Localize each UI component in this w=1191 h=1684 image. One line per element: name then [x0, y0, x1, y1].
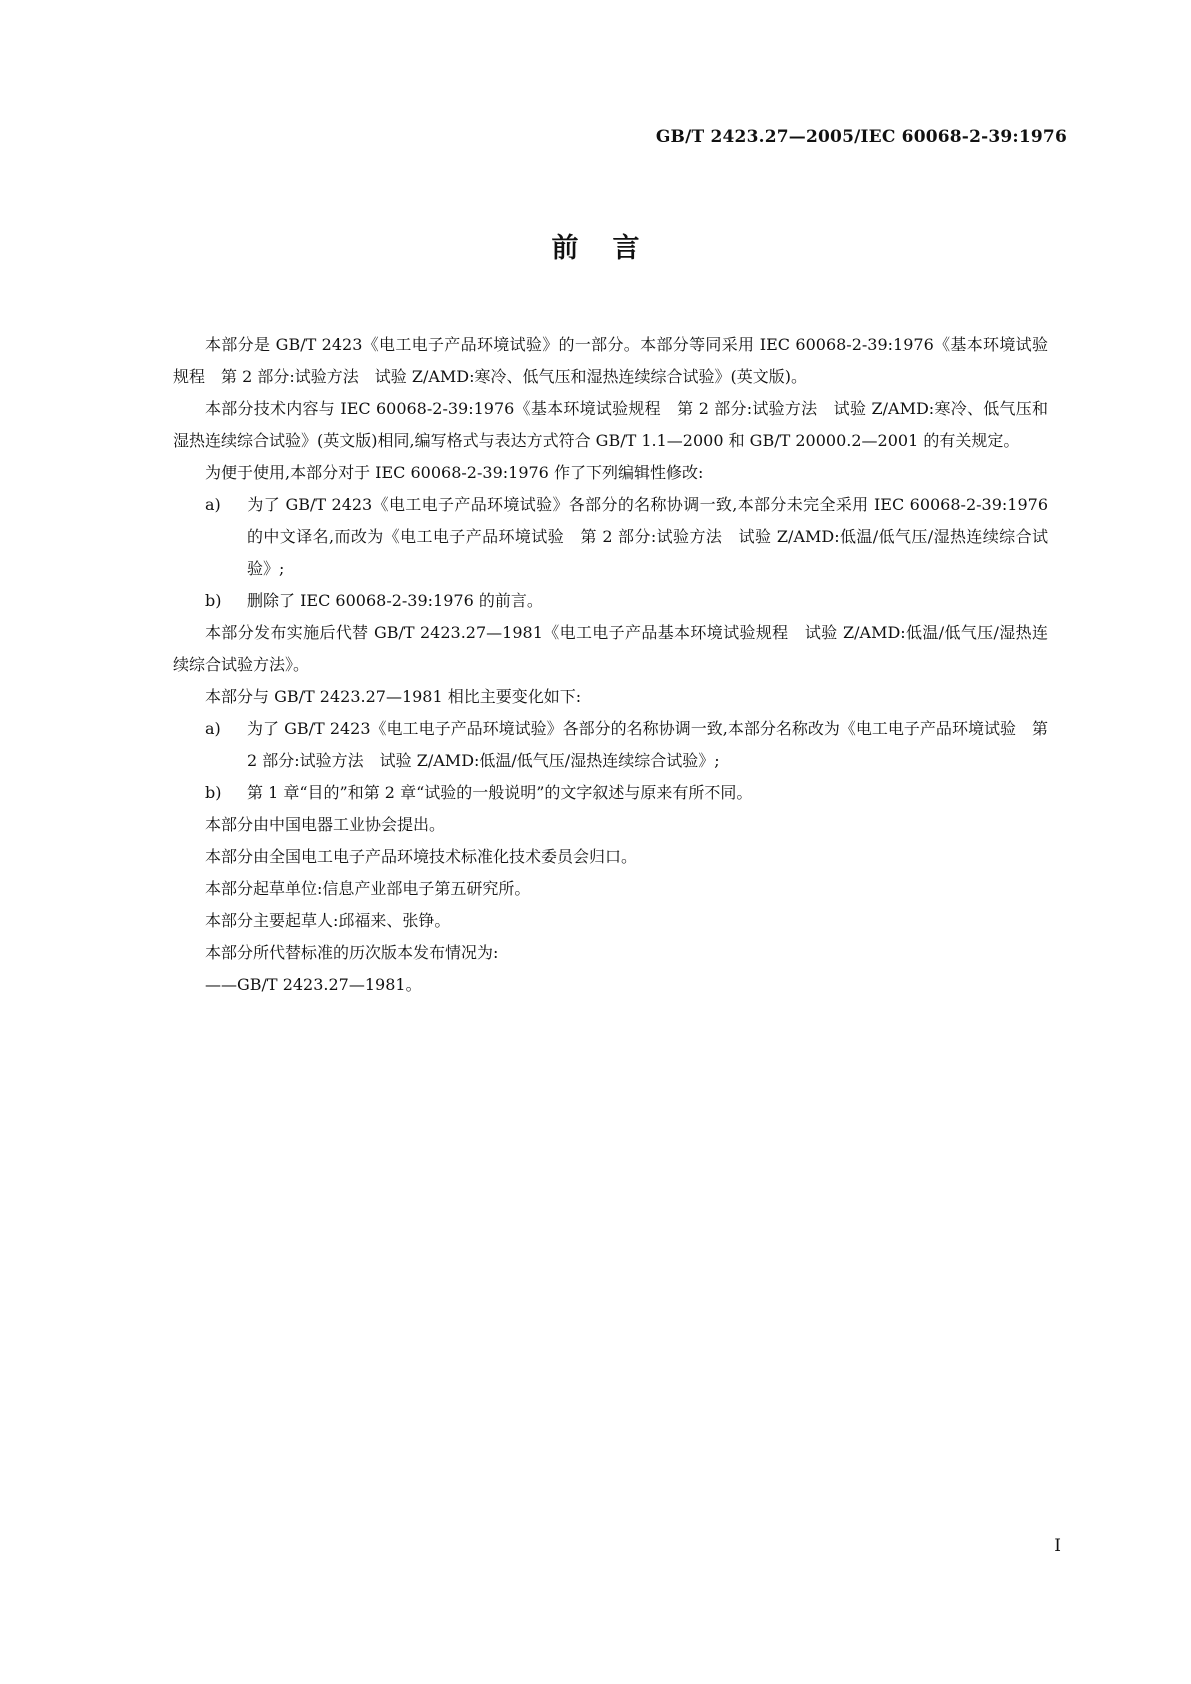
- paragraph: 本部分起草单位:信息产业部电子第五研究所。: [205, 879, 531, 898]
- page-number: I: [1054, 1536, 1061, 1556]
- list-item: [173, 489, 1048, 585]
- foreword-body: [173, 329, 1048, 1001]
- list-item: [173, 585, 1048, 617]
- paragraph: 本部分技术内容与 IEC 60068-2-39:1976《基本环境试验规程 第 2 部分:试验方法 试验 Z/AMD:寒冷、低气压和湿热连续综合试验》(英文版)相同,编写格式与表达方式符合 GB/T 1.1—2000 和 GB/T 20000.2—2001 的有关规定。: [173, 399, 1048, 450]
- paragraph: 本部分所代替标准的历次版本发布情况为:: [205, 943, 499, 962]
- paragraph: 本部分是 GB/T 2423《电工电子产品环境试验》的一部分。本部分等同采用 IEC 60068-2-39:1976《基本环境试验规程 第 2 部分:试验方法 试验 Z/AMD:寒冷、低气压和湿热连续综合试验》(英文版)。: [173, 335, 1048, 386]
- list-item-text: 删除了 IEC 60068-2-39:1976 的前言。: [247, 591, 543, 610]
- list-item-text: 第 1 章“目的”和第 2 章“试验的一般说明”的文字叙述与原来有所不同。: [247, 783, 753, 802]
- paragraph: 本部分由中国电器工业协会提出。: [205, 815, 446, 834]
- page-title: 前言: [551, 233, 674, 264]
- paragraph: 本部分由全国电工电子产品环境技术标准化技术委员会归口。: [205, 847, 638, 866]
- list-marker: b): [205, 591, 222, 610]
- paragraph: 本部分发布实施后代替 GB/T 2423.27—1981《电工电子产品基本环境试验规程 试验 Z/AMD:低温/低气压/湿热连续综合试验方法》。: [173, 623, 1048, 674]
- history-item: ——GB/T 2423.27—1981。: [205, 975, 422, 994]
- paragraph: 为便于使用,本部分对于 IEC 60068-2-39:1976 作了下列编辑性修改:: [205, 463, 704, 482]
- list-item-text: 为了 GB/T 2423《电工电子产品环境试验》各部分的名称协调一致,本部分未完全采用 IEC 60068-2-39:1976 的中文译名,而改为《电工电子产品环境试验 第 2 部分:试验方法 试验 Z/AMD:低温/低气压/湿热连续综合试验》;: [247, 495, 1048, 578]
- list-item-text: 为了 GB/T 2423《电工电子产品环境试验》各部分的名称协调一致,本部分名称改为《电工电子产品环境试验 第 2 部分:试验方法 试验 Z/AMD:低温/低气压/湿热连续综合试验》;: [247, 719, 1048, 770]
- list-marker: b): [205, 783, 222, 802]
- list-item: [173, 777, 1048, 809]
- paragraph: 本部分与 GB/T 2423.27—1981 相比主要变化如下:: [205, 687, 582, 706]
- list-marker: a): [205, 495, 221, 514]
- standard-number-header: GB/T 2423.27—2005/IEC 60068-2-39:1976: [655, 127, 1067, 147]
- list-item: [173, 713, 1048, 777]
- list-marker: a): [205, 719, 221, 738]
- paragraph: 本部分主要起草人:邱福来、张铮。: [205, 911, 451, 930]
